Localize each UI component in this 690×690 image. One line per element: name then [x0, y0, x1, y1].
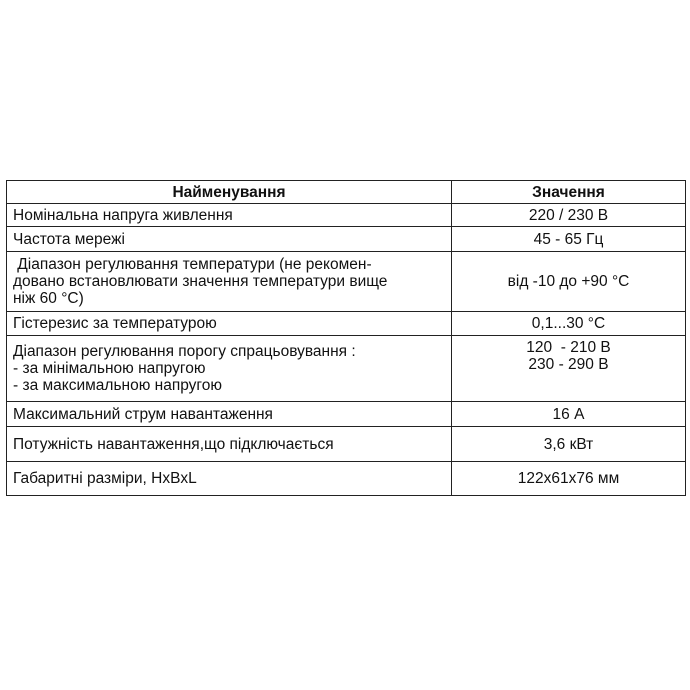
specifications-table	[6, 180, 686, 496]
cell-line: 220 / 230 В	[528, 206, 609, 224]
cell-line: Потужність навантаження,що підключається	[13, 435, 334, 453]
table-row	[7, 402, 686, 427]
row-name-load-power	[7, 427, 452, 462]
row-value-frequency	[452, 227, 686, 252]
row-name-threshold-range	[7, 336, 452, 402]
table-row	[7, 462, 686, 496]
cell-line: Габаритні разміри, НxBxL	[13, 470, 197, 487]
row-value-load-power	[452, 427, 686, 462]
cell-line: 45 - 65 Гц	[533, 230, 604, 248]
header-name: Найменування	[7, 181, 452, 204]
row-name-max-current	[7, 402, 452, 427]
row-value-hysteresis	[452, 312, 686, 336]
cell-line: ніж 60 °С)	[13, 290, 84, 307]
row-name-temperature-range	[7, 252, 452, 312]
table-row	[7, 312, 686, 336]
cell-line: Діапазон регулювання температури (не рекомен-	[13, 256, 372, 273]
table-row	[7, 227, 686, 252]
row-name-frequency	[7, 227, 452, 252]
row-name-nominal-voltage	[7, 204, 452, 227]
row-value-dimensions	[452, 462, 686, 496]
row-name-dimensions	[7, 462, 452, 496]
table-row	[7, 252, 686, 312]
cell-line: 16 А	[552, 405, 585, 423]
cell-line: 0,1...30 °С	[531, 315, 606, 332]
row-value-threshold-range	[452, 336, 686, 402]
cell-line: від -10 до +90 °С	[507, 273, 630, 290]
cell-line: - за мінімальною напругою	[13, 360, 206, 377]
cell-line: - за максимальною напругою	[13, 377, 222, 394]
table-row	[7, 427, 686, 462]
cell-line: Діапазон регулювання порогу спрацьовування :	[13, 343, 356, 360]
table-row	[7, 336, 686, 402]
row-value-nominal-voltage	[452, 204, 686, 227]
cell-line: Максимальний струм навантаження	[13, 405, 273, 423]
cell-line: 120 - 210 В	[526, 339, 611, 356]
row-value-max-current	[452, 402, 686, 427]
table-header-row	[7, 181, 686, 204]
cell-line: Номінальна напруга живлення	[13, 206, 233, 224]
table-row	[7, 204, 686, 227]
cell-line: Частота мережі	[13, 230, 125, 248]
cell-line: 230 - 290 В	[528, 356, 609, 373]
cell-line: 122x61x76 мм	[517, 470, 620, 487]
cell-line: 3,6 кВт	[543, 435, 594, 453]
cell-line: довано встановлювати значення температури вище	[13, 273, 388, 290]
cell-line: Гістерезис за температурою	[13, 315, 217, 332]
header-value: Значення	[452, 181, 686, 204]
row-name-hysteresis	[7, 312, 452, 336]
row-value-temperature-range	[452, 252, 686, 312]
